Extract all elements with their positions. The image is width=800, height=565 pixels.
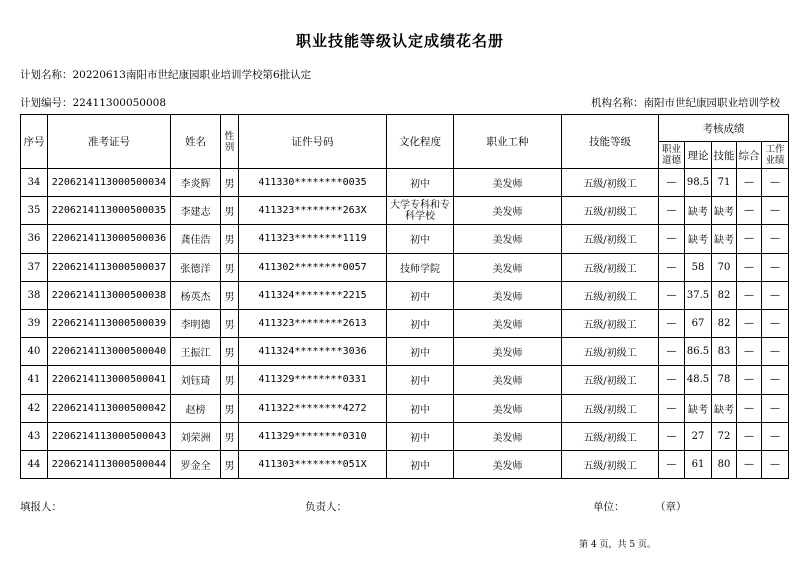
cell-seq: 42 [21, 394, 48, 422]
cell-gender: 男 [221, 197, 239, 225]
cell-skill-level: 五级/初级工 [562, 422, 659, 450]
filler-label: 填报人： [20, 501, 62, 513]
cell-exam-number: 2206214113000500039 [48, 309, 171, 337]
cell-name: 李炎辉 [171, 169, 221, 197]
responsible-label: 负责人： [305, 501, 347, 513]
header-scores: 考核成绩 [659, 115, 789, 142]
cell-occupation: 美发师 [454, 366, 562, 394]
cell-theory: 27 [685, 422, 712, 450]
cell-ethics: — [659, 169, 685, 197]
cell-gender: 男 [221, 338, 239, 366]
cell-seq: 36 [21, 225, 48, 253]
cell-theory: 48.5 [685, 366, 712, 394]
header-skill-level: 技能等级 [562, 115, 659, 169]
cell-skill-level: 五级/初级工 [562, 281, 659, 309]
header-id-number: 证件号码 [239, 115, 387, 169]
cell-overall: — [737, 281, 762, 309]
cell-overall: — [737, 309, 762, 337]
cell-gender: 男 [221, 253, 239, 281]
cell-occupation: 美发师 [454, 253, 562, 281]
cell-gender: 男 [221, 394, 239, 422]
cell-ethics: — [659, 309, 685, 337]
plan-number-label: 计划编号： [20, 97, 73, 109]
table-row [21, 338, 789, 366]
cell-exam-number: 2206214113000500034 [48, 169, 171, 197]
cell-education: 大学专科和专科学校 [387, 197, 454, 225]
seal-label: （章） [655, 501, 687, 513]
cell-seq: 40 [21, 338, 48, 366]
cell-seq: 44 [21, 450, 48, 478]
cell-seq: 41 [21, 366, 48, 394]
cell-name: 王振江 [171, 338, 221, 366]
cell-work-performance: — [762, 281, 789, 309]
cell-ethics: — [659, 422, 685, 450]
cell-name: 李明德 [171, 309, 221, 337]
cell-ethics: — [659, 253, 685, 281]
cell-theory: 缺考 [685, 394, 712, 422]
cell-id-number: 411330********0035 [239, 169, 387, 197]
plan-number-value: 22411300050008 [72, 97, 167, 109]
cell-name: 刘钰琦 [171, 366, 221, 394]
cell-skill-level: 五级/初级工 [562, 450, 659, 478]
cell-overall: — [737, 169, 762, 197]
cell-gender: 男 [221, 281, 239, 309]
cell-skill-level: 五级/初级工 [562, 253, 659, 281]
cell-skill: 72 [712, 422, 737, 450]
cell-work-performance: — [762, 394, 789, 422]
table-row [21, 366, 789, 394]
cell-overall: — [737, 450, 762, 478]
cell-skill: 缺考 [712, 197, 737, 225]
cell-name: 龚佳浩 [171, 225, 221, 253]
cell-education: 初中 [387, 169, 454, 197]
cell-skill-level: 五级/初级工 [562, 366, 659, 394]
cell-work-performance: — [762, 253, 789, 281]
cell-overall: — [737, 366, 762, 394]
cell-gender: 男 [221, 169, 239, 197]
table-row [21, 394, 789, 422]
cell-theory: 缺考 [685, 197, 712, 225]
cell-name: 赵榜 [171, 394, 221, 422]
cell-name: 刘荣洲 [171, 422, 221, 450]
header-name: 姓名 [171, 115, 221, 169]
cell-theory: 67 [685, 309, 712, 337]
cell-skill: 缺考 [712, 394, 737, 422]
cell-name: 罗金全 [171, 450, 221, 478]
header-theory: 理论 [685, 142, 712, 169]
organization-line [591, 95, 780, 110]
plan-name-line [20, 67, 311, 82]
table-row [21, 169, 789, 197]
cell-gender: 男 [221, 366, 239, 394]
cell-education: 初中 [387, 281, 454, 309]
cell-theory: 37.5 [685, 281, 712, 309]
cell-skill-level: 五级/初级工 [562, 225, 659, 253]
organization-label: 机构名称： [591, 97, 644, 109]
cell-occupation: 美发师 [454, 394, 562, 422]
cell-occupation: 美发师 [454, 197, 562, 225]
cell-work-performance: — [762, 450, 789, 478]
page-number: 第 4 页，共 5 页。 [579, 540, 656, 550]
cell-education: 初中 [387, 338, 454, 366]
cell-gender: 男 [221, 422, 239, 450]
header-ethics: 职业道德 [659, 142, 685, 169]
cell-ethics: — [659, 338, 685, 366]
header-exam-number: 准考证号 [48, 115, 171, 169]
cell-exam-number: 2206214113000500043 [48, 422, 171, 450]
cell-occupation: 美发师 [454, 450, 562, 478]
table-row [21, 225, 789, 253]
cell-skill-level: 五级/初级工 [562, 338, 659, 366]
cell-seq: 34 [21, 169, 48, 197]
cell-id-number: 411322********4272 [239, 394, 387, 422]
cell-id-number: 411324********2215 [239, 281, 387, 309]
cell-id-number: 411323********2613 [239, 309, 387, 337]
cell-id-number: 411324********3036 [239, 338, 387, 366]
score-table [20, 114, 789, 479]
cell-education: 初中 [387, 450, 454, 478]
table-row [21, 309, 789, 337]
header-gender: 性别 [221, 115, 239, 169]
cell-education: 初中 [387, 422, 454, 450]
cell-skill-level: 五级/初级工 [562, 197, 659, 225]
cell-seq: 43 [21, 422, 48, 450]
cell-education: 初中 [387, 309, 454, 337]
cell-skill: 缺考 [712, 225, 737, 253]
cell-exam-number: 2206214113000500040 [48, 338, 171, 366]
header-work-performance: 工作业绩 [762, 142, 789, 169]
organization-value: 南阳市世纪康园职业培训学校 [643, 97, 780, 109]
cell-ethics: — [659, 366, 685, 394]
table-row [21, 197, 789, 225]
cell-name: 张德洋 [171, 253, 221, 281]
cell-gender: 男 [221, 309, 239, 337]
cell-name: 杨英杰 [171, 281, 221, 309]
cell-theory: 61 [685, 450, 712, 478]
cell-work-performance: — [762, 338, 789, 366]
cell-skill-level: 五级/初级工 [562, 394, 659, 422]
cell-skill: 70 [712, 253, 737, 281]
cell-skill: 82 [712, 281, 737, 309]
cell-overall: — [737, 197, 762, 225]
unit-label: 单位： [593, 501, 625, 513]
cell-exam-number: 2206214113000500042 [48, 394, 171, 422]
cell-ethics: — [659, 394, 685, 422]
cell-gender: 男 [221, 225, 239, 253]
cell-theory: 86.5 [685, 338, 712, 366]
cell-skill-level: 五级/初级工 [562, 309, 659, 337]
cell-ethics: — [659, 281, 685, 309]
cell-education: 初中 [387, 394, 454, 422]
cell-seq: 35 [21, 197, 48, 225]
cell-skill: 71 [712, 169, 737, 197]
cell-skill-level: 五级/初级工 [562, 169, 659, 197]
cell-occupation: 美发师 [454, 309, 562, 337]
plan-number-line [20, 95, 166, 110]
cell-work-performance: — [762, 366, 789, 394]
cell-education: 初中 [387, 225, 454, 253]
cell-education: 技师学院 [387, 253, 454, 281]
cell-exam-number: 2206214113000500041 [48, 366, 171, 394]
cell-name: 李建志 [171, 197, 221, 225]
cell-theory: 98.5 [685, 169, 712, 197]
plan-name-value: 20220613南阳市世纪康园职业培训学校第6批认定 [72, 69, 312, 81]
header-education: 文化程度 [387, 115, 454, 169]
cell-id-number: 411329********0331 [239, 366, 387, 394]
cell-skill: 78 [712, 366, 737, 394]
cell-overall: — [737, 338, 762, 366]
cell-exam-number: 2206214113000500037 [48, 253, 171, 281]
cell-id-number: 411323********1119 [239, 225, 387, 253]
cell-skill: 80 [712, 450, 737, 478]
cell-education: 初中 [387, 366, 454, 394]
table-row [21, 450, 789, 478]
cell-occupation: 美发师 [454, 225, 562, 253]
cell-id-number: 411329********0310 [239, 422, 387, 450]
cell-exam-number: 2206214113000500038 [48, 281, 171, 309]
cell-overall: — [737, 422, 762, 450]
table-row [21, 253, 789, 281]
cell-exam-number: 2206214113000500035 [48, 197, 171, 225]
cell-occupation: 美发师 [454, 422, 562, 450]
header-skill: 技能 [712, 142, 737, 169]
cell-exam-number: 2206214113000500036 [48, 225, 171, 253]
header-seq: 序号 [21, 115, 48, 169]
cell-work-performance: — [762, 169, 789, 197]
cell-exam-number: 2206214113000500044 [48, 450, 171, 478]
cell-ethics: — [659, 450, 685, 478]
cell-overall: — [737, 253, 762, 281]
cell-skill: 82 [712, 309, 737, 337]
cell-id-number: 411303********051X [239, 450, 387, 478]
header-overall: 综合 [737, 142, 762, 169]
cell-occupation: 美发师 [454, 281, 562, 309]
plan-name-label: 计划名称： [20, 69, 73, 81]
cell-theory: 缺考 [685, 225, 712, 253]
cell-id-number: 411302********0057 [239, 253, 387, 281]
cell-seq: 38 [21, 281, 48, 309]
table-row [21, 281, 789, 309]
cell-ethics: — [659, 225, 685, 253]
cell-theory: 58 [685, 253, 712, 281]
cell-seq: 37 [21, 253, 48, 281]
cell-work-performance: — [762, 225, 789, 253]
cell-gender: 男 [221, 450, 239, 478]
header-occupation: 职业工种 [454, 115, 562, 169]
cell-id-number: 411323********263X [239, 197, 387, 225]
cell-seq: 39 [21, 309, 48, 337]
document-title: 职业技能等级认定成绩花名册 [295, 32, 504, 50]
cell-occupation: 美发师 [454, 338, 562, 366]
cell-work-performance: — [762, 197, 789, 225]
table-row [21, 422, 789, 450]
cell-ethics: — [659, 197, 685, 225]
cell-work-performance: — [762, 422, 789, 450]
cell-work-performance: — [762, 309, 789, 337]
cell-overall: — [737, 225, 762, 253]
cell-overall: — [737, 394, 762, 422]
cell-skill: 83 [712, 338, 737, 366]
cell-occupation: 美发师 [454, 169, 562, 197]
